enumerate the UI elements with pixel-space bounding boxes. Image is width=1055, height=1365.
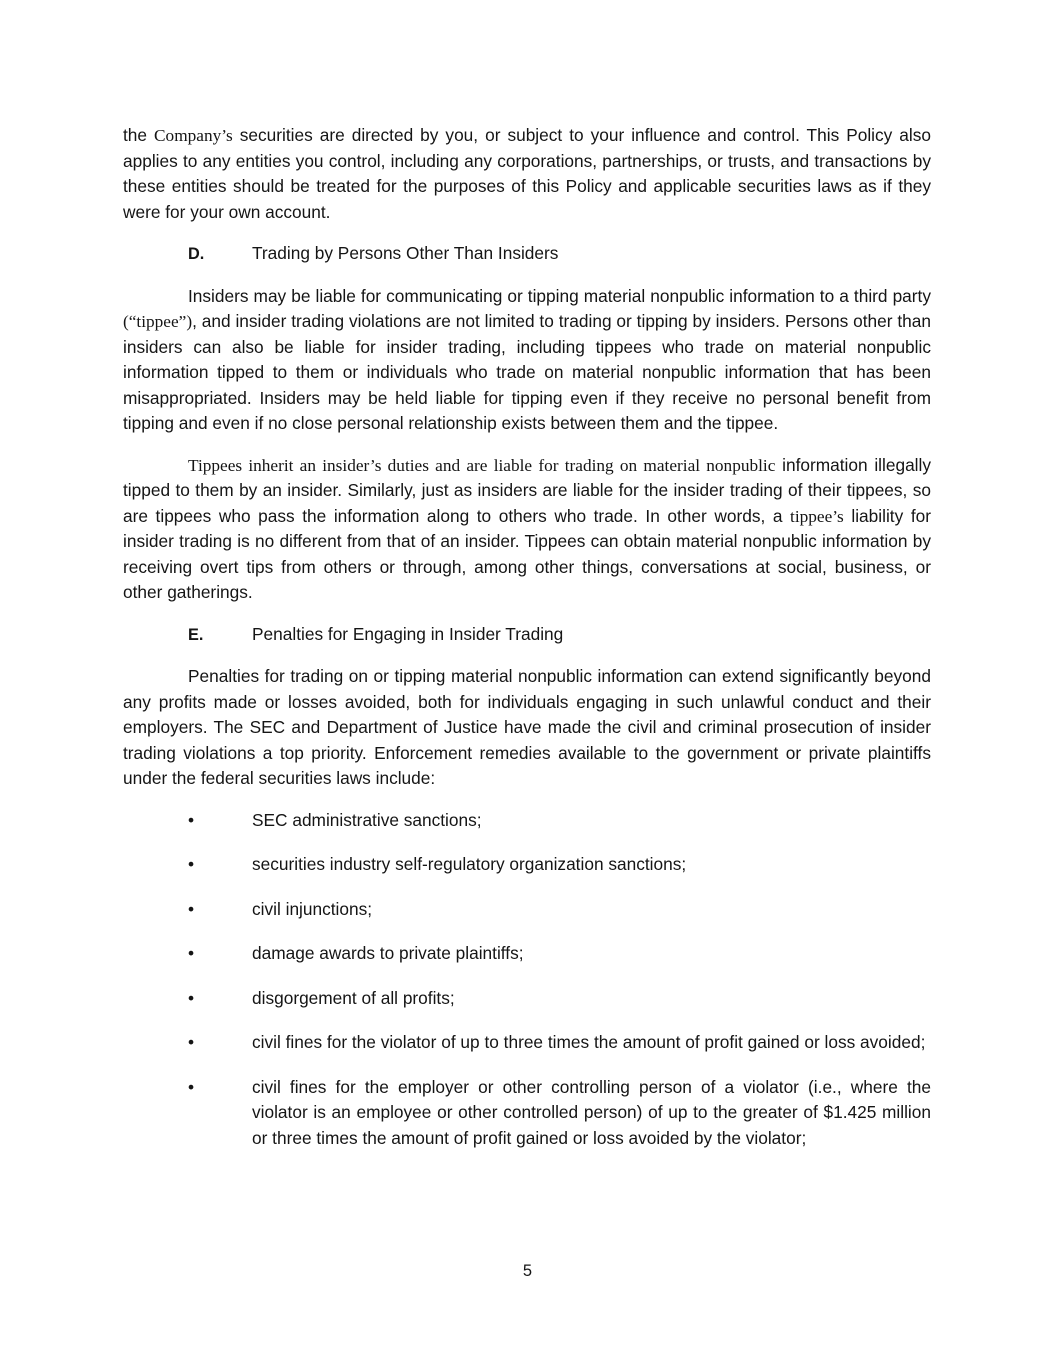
bullet-text: SEC administrative sanctions; [252,809,482,830]
section-heading-d [123,241,931,268]
bullet-text: damage awards to private plaintiffs; [252,943,524,963]
bullet-icon: • [188,987,195,1008]
tippees-text-2: liability for insider trading is no different from that of an insider. Tippees can obtain material nonpublic information by receiving overt tips from others or through, among other things, conversations at social, business, or other gatherings. [123,505,931,602]
bullet-text: civil fines for the employer or other controlling person of a violator (i.e., where the violator is an employee or other controlled person) of up to the greater of $1.425 million or three times the amount of profit gained or loss avoided by the violator; [252,1076,931,1148]
bullet-item [188,852,931,878]
bullet-icon: • [188,1032,195,1052]
heading-e-label: E. [188,625,204,644]
heading-e-title: Penalties for Engaging in Insider Trading [252,623,564,644]
bullet-text: disgorgement of all profits; [252,987,455,1008]
bullet-item [188,808,931,834]
insiders-text-2: , and insider trading violations are not limited to trading or tipping by insiders. Persons other than insiders can also be liable for insider trading, including tippees who trade on material nonpublic information tipped to them or individuals who trade on material nonpublic information that has been misappropriated. Insiders may be held liable for tipping even if they receive no personal benefit from tipping and even if no close personal relationship exists between them and the tippee. [123,311,931,433]
insiders-text-serif: (“tippee”) [123,312,193,331]
tippees-text-serif-2: tippee’s [790,506,844,526]
intro-text-1: the [123,125,155,145]
insiders-text-1: Insiders may be liable for communicating or tipping material nonpublic information to a third party [188,285,931,306]
bullet-text: civil fines for the violator of up to three times the amount of profit gained or loss avoided; [252,1032,926,1052]
bullet-item [188,941,931,967]
intro-text-2: securities are directed by you, or subject to your influence and control. This Policy also applies to any entities you control, including any corporations, partnerships, or trusts, and transactions by these entities should be treated for the purposes of this Policy and applicable securities laws as if they were for your own account. [123,125,931,222]
bullet-item [188,986,931,1012]
bullet-icon: • [188,809,195,830]
penalties-bullet-list [123,808,931,1152]
tippees-text-serif-1: Tippees inherit an insider’s duties and are liable for trading on material nonpublic [188,455,776,475]
bullet-icon: • [188,1076,195,1097]
bullet-icon: • [188,854,195,874]
bullet-icon: • [188,943,195,963]
paragraph-tippees [123,453,931,606]
paragraph-insiders [123,284,931,437]
page-number: 5 [522,1262,533,1280]
bullet-icon: • [188,898,195,919]
tippees-text-1: information illegally tipped to them by an insider. Similarly, just as insiders are liable for the insider trading of their tippees, so are tippees who pass the information along to others who trade. In other words, a [123,454,932,526]
intro-text-serif: Company’s [154,126,233,145]
heading-d-title: Trading by Persons Other Than Insiders [252,243,559,263]
paragraph-penalties: Penalties for trading on or tipping material nonpublic information can extend significantly beyond any profits made or losses avoided, both for individuals engaging in such unlawful conduct and their employers. The SEC and Department of Justice have made the civil and criminal prosecution of insider trading violations a top priority. Enforcement remedies available to the government or private plaintiffs under the federal securities laws include: [123,666,931,788]
bullet-item [188,1030,931,1056]
section-heading-e [123,622,931,649]
bullet-item [188,897,931,923]
heading-d-label: D. [188,245,205,263]
bullet-text: securities industry self-regulatory organization sanctions; [252,854,687,874]
bullet-text: civil injunctions; [252,898,373,919]
paragraph-intro [123,123,931,225]
bullet-item [188,1075,931,1152]
